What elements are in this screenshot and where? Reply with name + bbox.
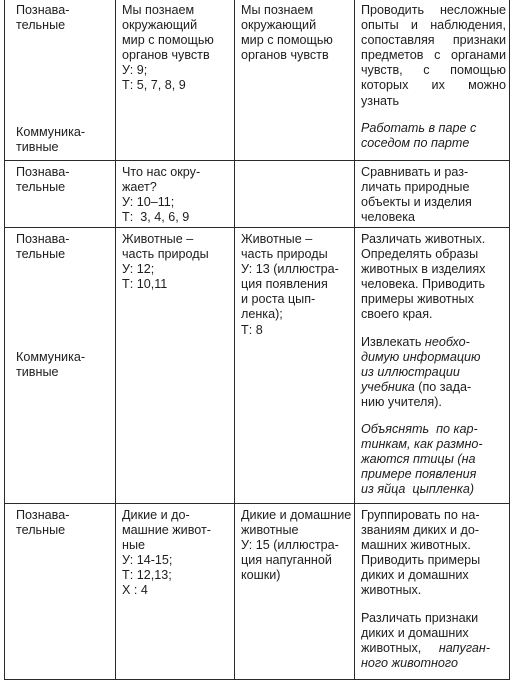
uud-line: тельные <box>16 180 66 195</box>
topic-line: У: 10–11; <box>122 195 175 210</box>
row3-uud-cell-2 <box>16 350 112 380</box>
topic-line: Т: 10,11 <box>122 277 168 292</box>
activity-line: примере появления <box>361 467 477 482</box>
table-border-bottom <box>4 679 510 680</box>
topic-line: часть природы <box>122 247 209 262</box>
topic-line: У: 14-15; <box>122 553 173 568</box>
row2-activity-cell <box>361 165 506 225</box>
row4-material-cell <box>241 508 351 583</box>
material-line: животные <box>241 523 299 538</box>
activity-line: Различать животных. <box>361 232 486 246</box>
material-line: У: 15 (иллюстра- <box>241 538 339 553</box>
activity-line: жаются птицы (на <box>361 452 476 467</box>
activity-text: животных, <box>361 640 422 655</box>
topic-line: Дикие и до- <box>122 508 190 522</box>
uud-line: тивные <box>16 365 59 380</box>
material-line: окружающий <box>241 18 317 33</box>
activity-line: машних животных. <box>361 538 471 553</box>
row3-activity-cell <box>361 232 506 498</box>
column-divider-2 <box>234 0 235 680</box>
topic-line: Что нас окру- <box>122 165 201 179</box>
activity-line: человека <box>361 210 415 225</box>
activity-line: Сравнивать и раз- <box>361 165 469 179</box>
topic-line: ные <box>122 538 146 553</box>
uud-line: Коммуника- <box>16 350 86 364</box>
activity-line: человека. Приводить <box>361 277 486 292</box>
topic-line: Т: 12,13; <box>122 568 172 583</box>
row1-activity-cell <box>361 3 506 151</box>
table-border-right <box>509 0 510 680</box>
activity-text: Извлекать <box>361 334 425 349</box>
row2-topic-cell <box>122 165 232 225</box>
activity-line <box>361 335 506 350</box>
material-line: часть природы <box>241 247 328 262</box>
activity-paragraph: Проводить несложные опыты и наблюдения, сопоставляя признаки предметов с органами чувств, с помощью которых их можно узнать <box>361 3 506 108</box>
uud-line: тивные <box>16 140 59 155</box>
row-divider-1 <box>4 160 510 161</box>
activity-line <box>361 641 506 656</box>
activity-line: своего края. <box>361 307 433 322</box>
topic-line: окружающий <box>122 18 198 33</box>
activity-line: животных. <box>361 583 422 598</box>
row1-topic-cell <box>122 3 232 94</box>
row3-material-cell <box>241 232 351 338</box>
material-line: Мы познаем <box>241 3 314 17</box>
activity-line: Определять образы <box>361 247 479 262</box>
activity-line: объекты и изделия <box>361 195 472 210</box>
material-line: У: 13 (иллюстра- <box>241 262 339 277</box>
row4-topic-cell <box>122 508 232 599</box>
table-border-left <box>4 0 5 680</box>
row3-topic-cell <box>122 232 232 292</box>
activity-line: примеры животных <box>361 292 474 307</box>
topic-line: Животные – <box>122 232 194 246</box>
uud-line: Познава- <box>16 232 70 246</box>
material-line: и роста цып- <box>241 292 316 307</box>
material-line: ция напуганной <box>241 553 332 568</box>
uud-line: тельные <box>16 523 66 538</box>
topic-line: машние живот- <box>122 523 211 538</box>
activity-text-italic: учебника <box>361 379 415 394</box>
activity-text: (по зада- <box>414 379 472 394</box>
activity-line: из яйца цыпленка) <box>361 482 475 497</box>
activity-line: Объяснять по кар- <box>361 422 478 437</box>
topic-line: жает? <box>122 180 157 195</box>
row2-uud-cell <box>16 165 112 195</box>
row1-uud-cell <box>16 3 112 33</box>
activity-line: Группировать по на- <box>361 508 480 522</box>
topic-line: мир с помощью <box>122 33 214 48</box>
material-line: ция появления <box>241 277 328 292</box>
material-line: кошки) <box>241 568 281 583</box>
row-divider-3 <box>4 503 510 504</box>
column-divider-1 <box>115 0 116 680</box>
row1-material-cell <box>241 3 351 63</box>
material-line: Животные – <box>241 232 313 246</box>
material-line: мир с помощью <box>241 33 333 48</box>
topic-line: органов чувств <box>122 48 210 63</box>
topic-line: У: 12; <box>122 262 155 277</box>
activity-line <box>361 380 506 395</box>
material-line: ленка); <box>241 307 283 322</box>
row4-uud-cell <box>16 508 112 538</box>
uud-line: тельные <box>16 18 66 33</box>
material-line: Т: 8 <box>241 322 263 337</box>
activity-line: из иллюстрации <box>361 364 460 379</box>
row3-uud-cell <box>16 232 112 262</box>
activity-line: Приводить примеры <box>361 553 481 568</box>
uud-line: Коммуника- <box>16 125 86 139</box>
topic-line: У: 9; <box>122 63 148 78</box>
activity-text-italic: необхо- <box>424 334 470 349</box>
activity-line: животных в изделиях <box>361 262 486 277</box>
material-line: Дикие и домашние <box>241 508 352 522</box>
activity-line: Различать признаки <box>361 610 479 625</box>
uud-line: Познава- <box>16 3 70 17</box>
activity-text-italic: напуган- <box>438 640 491 655</box>
activity-line: Работать в паре с <box>361 120 477 135</box>
row1-uud-cell-2 <box>16 125 112 155</box>
uud-line: Познава- <box>16 508 70 522</box>
activity-line: званиям диких и до- <box>361 523 480 538</box>
activity-line: соседом по парте <box>361 135 470 150</box>
activity-line: личать природные <box>361 180 470 195</box>
column-divider-3 <box>354 0 355 680</box>
uud-line: Познава- <box>16 165 70 179</box>
topic-line: Мы познаем <box>122 3 195 17</box>
activity-line: ного животного <box>361 655 458 670</box>
topic-line: Х : 4 <box>122 583 148 598</box>
activity-line: димую информацию <box>361 349 481 364</box>
topic-line: Т: 3, 4, 6, 9 <box>122 210 190 225</box>
material-line: органов чувств <box>241 48 329 63</box>
activity-line: диких и домашних <box>361 568 469 583</box>
activity-line: тинкам, как размно- <box>361 437 483 452</box>
activity-line: диких и домашних <box>361 625 469 640</box>
row-divider-2 <box>4 227 510 228</box>
activity-line: нию учителя). <box>361 394 442 409</box>
uud-line: тельные <box>16 247 66 262</box>
row4-activity-cell <box>361 508 506 671</box>
topic-line: Т: 5, 7, 8, 9 <box>122 78 186 93</box>
